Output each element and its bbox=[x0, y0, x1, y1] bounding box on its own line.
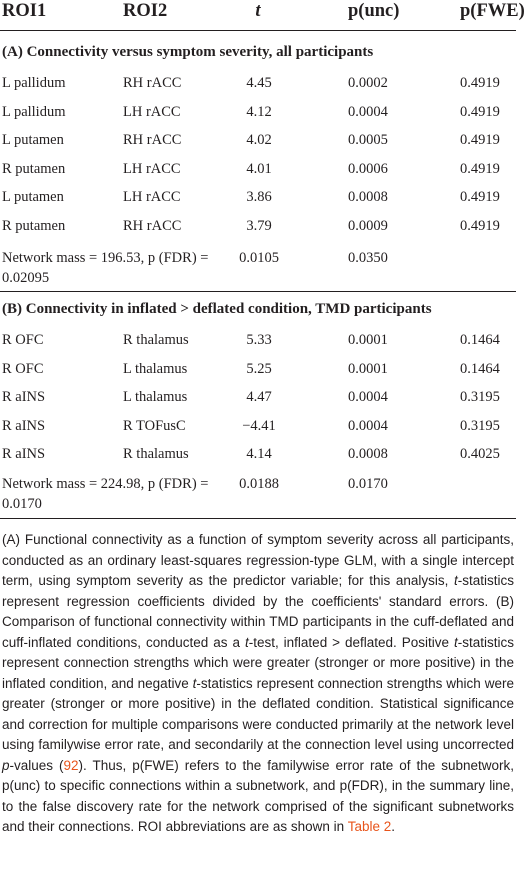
cell-punc: 0.0008 bbox=[348, 189, 388, 206]
table-footnote bbox=[2, 530, 514, 838]
cell-roi2: LH rACC bbox=[123, 160, 181, 177]
section-a-mass-label: Network mass = 196.53, p (FDR) = 0.02095 bbox=[2, 250, 209, 286]
cell-pfwe: 0.1464 bbox=[460, 360, 500, 377]
footnote-text: -statistics represent connection strengths which were greater (stronger or more positive) in the inflated condition, and negative bbox=[2, 634, 514, 691]
cell-t: 5.25 bbox=[246, 360, 272, 377]
section-a-mass-t: 0.0105 bbox=[239, 250, 279, 266]
cell-roi1: L pallidum bbox=[2, 75, 66, 91]
cell-t: 4.01 bbox=[246, 160, 272, 177]
cell-pfwe: 0.4919 bbox=[460, 160, 500, 177]
cell-pfwe: 0.4919 bbox=[460, 218, 500, 234]
table-header bbox=[0, 0, 525, 31]
section-b-mass-label: Network mass = 224.98, p (FDR) = 0.0170 bbox=[2, 476, 209, 512]
footnote-italic-p: p bbox=[2, 757, 10, 773]
cell-pfwe: 0.3195 bbox=[460, 417, 500, 434]
section-b-mass-t: 0.0188 bbox=[239, 476, 279, 492]
header-roi2: ROI2 bbox=[123, 1, 168, 21]
footnote-text: ). Thus, p(FWE) refers to the familywise error rate of the subnetwork, p(unc) to specific connections within a subnetwork, and p(FDR), in the summary line, to the false discovery rate for the network comprised of the significant subnetworks and their connections. ROI abbreviations are as shown in bbox=[2, 757, 514, 834]
footnote-text: -values ( bbox=[9, 757, 64, 773]
table-row bbox=[0, 103, 516, 123]
footnote-text: -statistics represent connection strengths which were greater (stronger or more positive) in the deflated condition. Statistical significance and correction for multiple comparisons were conducted primarily at the network level using familywise error rate, and secondarily at the connection level using uncorrected bbox=[2, 675, 514, 752]
cell-punc: 0.0004 bbox=[348, 103, 388, 120]
cell-pfwe: 0.4919 bbox=[460, 132, 500, 149]
reference-link[interactable]: 92 bbox=[63, 757, 79, 773]
cell-pfwe: 0.3195 bbox=[460, 389, 500, 406]
footnote-text: -test, inflated > deflated. Positive bbox=[248, 634, 454, 650]
footnote-text: (A) Functional connectivity as a function of symptom severity across all participants, conducted as an ordinary least-squares regression-type GLM, with a single intercept term, using symptom severity as the predictor variable; for this analysis, bbox=[2, 532, 514, 588]
cell-punc: 0.0004 bbox=[348, 417, 388, 434]
cell-pfwe: 0.4025 bbox=[460, 446, 500, 463]
footnote-italic-t: t bbox=[192, 675, 197, 691]
header-pfwe: p(FWE) bbox=[460, 1, 525, 21]
cell-roi1: L putamen bbox=[2, 132, 64, 149]
cell-roi1: R aINS bbox=[2, 389, 46, 406]
footnote-text: -statistics represent regression coefficients divided by the coefficients' standard errors. (B) Comparison of functional connectivity within TMD participants in the cuff-deflated and cuff-inflated conditions, conducted as a bbox=[2, 573, 514, 650]
cell-roi2: R thalamus bbox=[123, 332, 189, 348]
table-row bbox=[0, 331, 516, 351]
cell-roi2: R thalamus bbox=[123, 446, 189, 463]
cell-t: 4.14 bbox=[246, 446, 272, 463]
table-row bbox=[0, 388, 516, 408]
cell-t: −4.41 bbox=[242, 417, 276, 434]
cell-roi2: L thalamus bbox=[123, 389, 188, 406]
cell-roi2: L thalamus bbox=[123, 360, 188, 377]
cell-punc: 0.0009 bbox=[348, 218, 388, 234]
section-b-title: (B) Connectivity in inflated > deflated condition, TMD participants bbox=[2, 301, 432, 317]
cell-punc: 0.0002 bbox=[348, 75, 388, 91]
table-row bbox=[0, 188, 516, 208]
cell-roi1: R OFC bbox=[2, 332, 44, 348]
table-row bbox=[0, 417, 516, 437]
table-row bbox=[0, 131, 516, 151]
cell-roi2: R TOFusC bbox=[123, 417, 186, 434]
cell-punc: 0.0005 bbox=[348, 132, 388, 149]
cell-punc: 0.0004 bbox=[348, 389, 388, 406]
cell-pfwe: 0.4919 bbox=[460, 189, 500, 206]
cell-t: 4.45 bbox=[246, 75, 272, 91]
cell-roi2: RH rACC bbox=[123, 75, 182, 91]
cell-roi1: L pallidum bbox=[2, 103, 66, 120]
footnote-text: . bbox=[391, 819, 396, 834]
table-row bbox=[0, 217, 516, 237]
table-reference-link[interactable]: Table 2 bbox=[347, 819, 392, 834]
cell-t: 4.12 bbox=[246, 103, 272, 120]
cell-roi2: RH rACC bbox=[123, 218, 182, 234]
cell-pfwe: 0.4919 bbox=[460, 75, 500, 91]
cell-roi2: RH rACC bbox=[123, 132, 182, 149]
header-t: t bbox=[255, 1, 261, 21]
section-divider bbox=[0, 291, 516, 292]
cell-roi2: LH rACC bbox=[123, 189, 181, 206]
table-row bbox=[0, 360, 516, 380]
table-row bbox=[0, 74, 516, 94]
section-a-title: (A) Connectivity versus symptom severity, all participants bbox=[2, 44, 374, 60]
cell-punc: 0.0001 bbox=[348, 360, 388, 377]
cell-pfwe: 0.4919 bbox=[460, 103, 500, 120]
cell-roi1: R putamen bbox=[2, 160, 66, 177]
cell-pfwe: 0.1464 bbox=[460, 332, 500, 348]
header-roi1: ROI1 bbox=[2, 1, 47, 21]
cell-punc: 0.0006 bbox=[348, 160, 388, 177]
section-a-mass-punc: 0.0350 bbox=[348, 250, 388, 266]
table-row bbox=[0, 160, 516, 180]
cell-roi1: L putamen bbox=[2, 189, 64, 206]
cell-t: 3.86 bbox=[246, 189, 272, 206]
cell-roi1: R putamen bbox=[2, 218, 66, 234]
footnote-italic-t: t bbox=[244, 634, 249, 650]
cell-t: 4.02 bbox=[246, 132, 272, 149]
table-row bbox=[0, 445, 516, 465]
cell-roi1: R OFC bbox=[2, 360, 44, 377]
cell-roi1: R aINS bbox=[2, 417, 46, 434]
footnote-italic-t: t bbox=[453, 573, 458, 588]
cell-roi2: LH rACC bbox=[123, 103, 181, 120]
footnote-italic-t: t bbox=[453, 634, 458, 650]
cell-t: 4.47 bbox=[246, 389, 272, 406]
cell-punc: 0.0008 bbox=[348, 446, 388, 463]
table-bottom-rule bbox=[0, 518, 516, 519]
cell-t: 5.33 bbox=[246, 332, 272, 348]
section-b-mass-punc: 0.0170 bbox=[348, 476, 388, 492]
cell-roi1: R aINS bbox=[2, 446, 46, 463]
cell-punc: 0.0001 bbox=[348, 332, 388, 348]
cell-t: 3.79 bbox=[246, 218, 272, 234]
header-punc: p(unc) bbox=[348, 1, 400, 21]
